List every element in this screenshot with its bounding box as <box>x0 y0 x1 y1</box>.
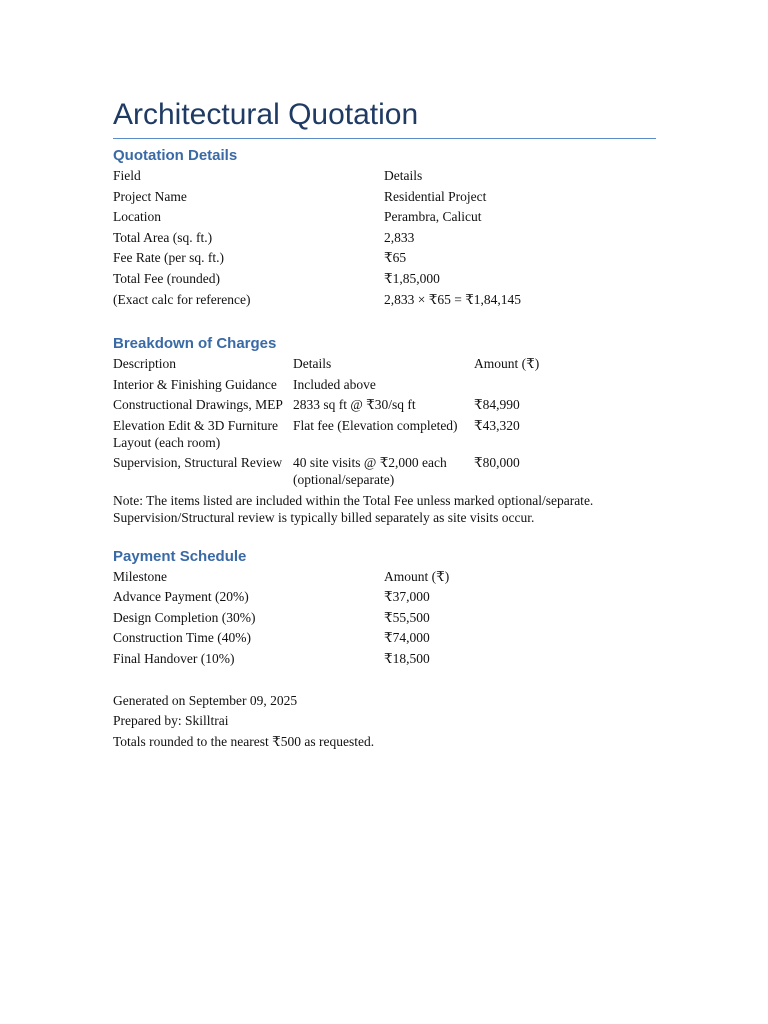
amount-cell: ₹84,990 <box>474 397 520 413</box>
milestone-cell: Advance Payment (20%) <box>113 589 249 605</box>
field-cell: (Exact calc for reference) <box>113 291 251 307</box>
table-row <box>113 588 656 609</box>
milestone-cell: Design Completion (30%) <box>113 609 256 625</box>
title-divider <box>113 138 656 139</box>
description-cell: Constructional Drawings, MEP <box>113 397 283 413</box>
description-cell: Interior & Finishing Guidance <box>113 376 277 392</box>
amount-cell: ₹18,500 <box>384 651 430 667</box>
breakdown-note: Note: The items listed are included within the Total Fee unless marked optional/separate. Supervision/Structural review is typically billed separately as site visits occur. <box>113 492 594 525</box>
table-header-row <box>113 568 656 589</box>
details-cell: Flat fee (Elevation completed) <box>293 417 458 433</box>
quotation-details-heading: Quotation Details <box>113 147 238 164</box>
document-footer <box>113 691 656 753</box>
value-cell: 2,833 × ₹65 = ₹1,84,145 <box>384 291 522 307</box>
header-cell: Amount (₹) <box>474 356 540 372</box>
header-cell: Field <box>113 168 141 183</box>
table-row <box>113 291 656 312</box>
table-row <box>113 417 656 455</box>
header-cell: Details <box>293 356 332 372</box>
rounding-note: Totals rounded to the nearest ₹500 as requested. <box>113 733 375 749</box>
field-cell: Total Area (sq. ft.) <box>113 229 213 245</box>
value-cell: ₹65 <box>384 250 407 266</box>
details-cell: 2833 sq ft @ ₹30/sq ft <box>293 397 416 413</box>
table-row <box>113 208 656 229</box>
value-cell: Residential Project <box>384 188 487 204</box>
table-row <box>113 396 656 417</box>
table-header-row <box>113 167 656 188</box>
quotation-details-table <box>113 167 656 311</box>
value-cell: ₹1,85,000 <box>384 270 440 286</box>
amount-cell: ₹74,000 <box>384 630 430 646</box>
field-cell: Total Fee (rounded) <box>113 270 221 286</box>
breakdown-heading: Breakdown of Charges <box>113 335 277 353</box>
table-row <box>113 376 656 397</box>
table-row <box>113 188 656 209</box>
document-title: Architectural Quotation <box>113 98 419 131</box>
table-row <box>113 650 656 671</box>
details-cell: Included above <box>293 376 376 392</box>
description-cell: Elevation Edit & 3D Furniture Layout (each room) <box>113 417 278 450</box>
table-row <box>113 249 656 270</box>
header-cell: Milestone <box>113 568 167 584</box>
prepared-by: Prepared by: Skilltrai <box>113 713 229 729</box>
field-cell: Fee Rate (per sq. ft.) <box>113 250 224 266</box>
milestone-cell: Construction Time (40%) <box>113 630 252 646</box>
amount-cell: ₹43,320 <box>474 417 520 433</box>
details-cell: 40 site visits @ ₹2,000 each (optional/separate) <box>293 455 447 488</box>
header-cell: Details <box>384 168 423 183</box>
table-header-row <box>113 355 656 376</box>
header-cell: Amount (₹) <box>384 568 450 584</box>
table-row <box>113 229 656 250</box>
document-content <box>113 96 656 752</box>
breakdown-table <box>113 355 656 492</box>
amount-cell: ₹80,000 <box>474 455 520 471</box>
description-cell: Supervision, Structural Review <box>113 455 283 471</box>
amount-cell: ₹55,500 <box>384 609 430 625</box>
payment-schedule-heading: Payment Schedule <box>113 547 247 565</box>
generated-date: Generated on September 09, 2025 <box>113 692 298 708</box>
amount-cell <box>474 376 656 397</box>
table-row <box>113 454 656 492</box>
header-cell: Description <box>113 356 176 372</box>
table-row <box>113 270 656 291</box>
milestone-cell: Final Handover (10%) <box>113 651 235 667</box>
field-cell: Project Name <box>113 188 187 204</box>
amount-cell: ₹37,000 <box>384 589 430 605</box>
payment-schedule-table <box>113 568 656 671</box>
value-cell: 2,833 <box>384 229 415 245</box>
field-cell: Location <box>113 209 161 225</box>
table-row <box>113 629 656 650</box>
table-row <box>113 609 656 630</box>
value-cell: Perambra, Calicut <box>384 209 482 225</box>
